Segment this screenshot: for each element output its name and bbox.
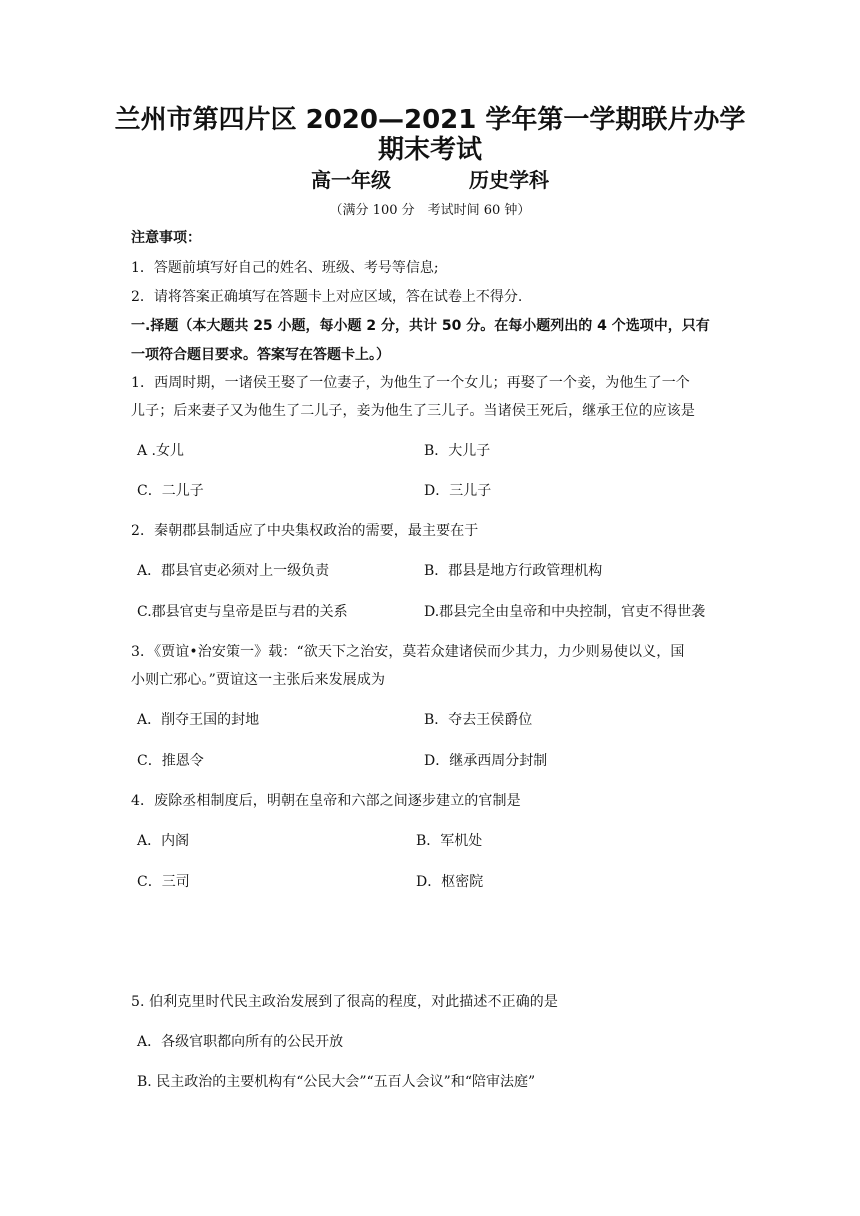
question-3-option-c: C．推恩令 [137, 753, 204, 769]
exam-title-line2: 期末考试 [377, 135, 482, 165]
question-5-option-a: A．各级官职都向所有的公民开放 [137, 1034, 344, 1050]
question-2-option-a: A．郡县官吏必须对上一级负责 [137, 563, 330, 579]
question-4-option-c: C．三司 [137, 874, 190, 890]
question-4-option-b: B．军机处 [416, 833, 483, 849]
question-1-option-c: C．二儿子 [137, 483, 204, 499]
question-4-option-d: D．枢密院 [416, 874, 484, 890]
question-1-option-b: B．大儿子 [424, 443, 491, 459]
question-1-stem-line1: 1．西周时期，一诸侯王娶了一位妻子，为他生了一个女儿；再娶了一个妾，为他生了一个 [131, 375, 690, 391]
exam-info: （满分 100 分 考试时间 60 钟） [329, 203, 531, 218]
note-item-2: 2．请将答案正确填写在答题卡上对应区域，答在试卷上不得分. [131, 289, 523, 305]
subject-label: 历史学科 [469, 168, 549, 192]
question-3-stem-line1: 3．《贾谊•治安策一》载：“欲天下之治安，莫若众建诸侯而少其力，力少则易使以义，国 [131, 644, 685, 660]
question-2-option-b: B．郡县是地方行政管理机构 [424, 563, 603, 579]
question-5-option-b: B. 民主政治的主要机构有“公民大会”“五百人会议”和“陪审法庭” [137, 1074, 536, 1090]
note-item-1: 1．答题前填写好自己的姓名、班级、考号等信息; [131, 260, 439, 276]
question-2-option-d: D.郡县完全由皇帝和中央控制，官吏不得世袭 [424, 604, 706, 620]
section1-heading-line1: 一.择题（本大题共 25 小题，每小题 2 分，共计 50 分。在每小题列出的 4 个选项中，只有 [131, 318, 710, 334]
question-3-stem-line2: 小则亡邪心。”贾谊这一主张后来发展成为 [131, 672, 386, 688]
notes-heading: 注意事项： [131, 230, 201, 246]
section1-heading-line2: 一项符合题目要求。答案写在答题卡上。） [131, 347, 390, 363]
grade-subject-line [0, 167, 860, 193]
question-2-option-c: C.郡县官吏与皇帝是臣与君的关系 [137, 604, 348, 620]
question-2-stem: 2．秦朝郡县制适应了中央集权政治的需要，最主要在于 [131, 523, 479, 539]
question-3-option-a: A．削夺王国的封地 [137, 712, 260, 728]
question-4-stem: 4．废除丞相制度后，明朝在皇帝和六部之间逐步建立的官制是 [131, 793, 521, 809]
question-3-option-d: D．继承西周分封制 [424, 753, 548, 769]
grade-label: 高一年级 [311, 168, 391, 192]
question-1-option-d: D．三儿子 [424, 483, 492, 499]
question-1-option-a: A .女儿 [137, 443, 185, 459]
question-5-stem: 5. 伯利克里时代民主政治发展到了很高的程度，对此描述不正确的是 [131, 994, 559, 1010]
question-1-stem-line2: 儿子；后来妻子又为他生了二儿子，妾为他生了三儿子。当诸侯王死后，继承王位的应该是 [131, 403, 695, 419]
question-3-option-b: B．夺去王侯爵位 [424, 712, 533, 728]
question-4-option-a: A．内阁 [137, 833, 190, 849]
exam-title-line1: 兰州市第四片区 2020—2021 学年第一学期联片办学 [114, 105, 746, 135]
